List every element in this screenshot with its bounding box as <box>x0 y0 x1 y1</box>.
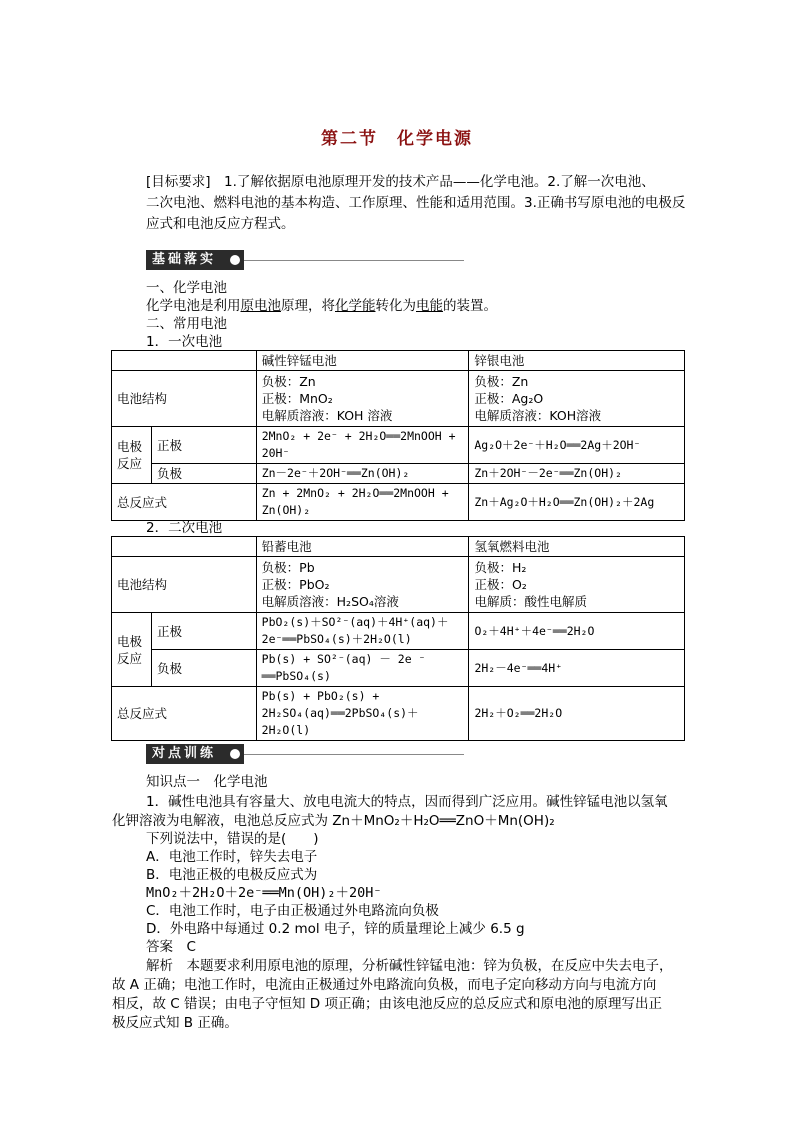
lead-acid-positive: 正极：PbO₂ <box>261 577 330 592</box>
total-line-2: 2H₂SO₄(aq)══2PbSO₄(s)＋2H₂O(l) <box>261 706 419 737</box>
rxn-line-1: PbO₂(s)＋SO²⁻(aq)＋4H⁺(aq)＋ <box>261 615 449 629</box>
primary-battery-table <box>111 350 685 521</box>
header-blank <box>112 537 257 557</box>
section-divider <box>244 754 464 755</box>
fuel-cell-positive-reaction: O₂＋4H⁺＋4e⁻══2H₂O <box>469 613 685 650</box>
goal-line-3: 应式和电池反应方程式。 <box>146 216 295 232</box>
electrode-label-2: 反应 <box>117 650 143 666</box>
answer: 答案 C <box>146 939 196 955</box>
row-label-positive: 正极 <box>151 613 256 650</box>
def-underline-2: 化学能 <box>335 298 376 314</box>
electrode-label-1: 电极 <box>117 633 143 649</box>
fuel-cell-electrolyte: 电解质：酸性电解质 <box>474 594 587 609</box>
analysis-line-4: 极反应式知 B 正确。 <box>112 1015 238 1031</box>
alkaline-negative-reaction: Zn－2e⁻＋2OH⁻══Zn(OH)₂ <box>256 464 469 484</box>
bullet-dot-icon <box>230 255 240 265</box>
alkaline-negative: 负极：Zn <box>261 374 316 389</box>
def-text-1: 化学电池是利用 <box>146 298 241 314</box>
col-header-alkaline: 碱性锌锰电池 <box>256 351 469 371</box>
zinc-silver-positive: 正极：Ag₂O <box>474 391 544 406</box>
page-title: 第二节 化学电源 <box>321 129 473 149</box>
lead-acid-electrolyte: 电解质溶液：H₂SO₄溶液 <box>261 594 399 609</box>
secondary-battery-table <box>111 536 685 741</box>
total-line-1: Pb(s) + PbO₂(s) + <box>261 689 380 703</box>
rxn-line-2: 2e⁻══PbSO₄(s)＋2H₂O(l) <box>261 632 412 646</box>
goal-line-2: 二次电池、燃料电池的基本构造、工作原理、性能和适用范围。3.正确书写原电池的电极反 <box>146 195 686 211</box>
zinc-silver-electrolyte: 电解质溶液：KOH溶液 <box>474 408 602 423</box>
option-d: D．外电路中每通过 0.2 mol 电子，锌的质量理论上减少 6.5 g <box>146 921 525 937</box>
header-blank <box>112 351 257 371</box>
rxn-line-2: ══PbSO₄(s) <box>261 669 331 683</box>
lead-acid-total-reaction <box>256 687 469 741</box>
option-a: A．电池工作时，锌失去电子 <box>146 849 318 865</box>
row-label-negative: 负极 <box>151 650 256 687</box>
def-text-3: 转化为 <box>375 298 416 314</box>
alkaline-structure <box>256 371 469 427</box>
question-line-3: 下列说法中，错误的是( ) <box>146 831 319 847</box>
rxn-line-2: 20H⁻ <box>261 446 290 460</box>
zinc-silver-negative: 负极：Zn <box>474 374 529 389</box>
goal-line-1: 1.了解依据原电池原理开发的技术产品——化学电池。2.了解一次电池、 <box>224 174 655 190</box>
question-line-2: 化钾溶液为电解液，电池总反应式为 Zn＋MnO₂＋H₂O══ZnO＋Mn(OH)₂ <box>112 813 555 829</box>
fuel-cell-total-reaction: 2H₂＋O₂══2H₂O <box>469 687 685 741</box>
bullet-dot-icon <box>230 749 240 759</box>
lead-acid-negative: 负极：Pb <box>261 560 315 575</box>
part1-definition <box>146 296 497 316</box>
secondary-battery-heading: 2．二次电池 <box>146 520 223 536</box>
def-underline-1: 原电池 <box>240 298 281 314</box>
lead-acid-positive-reaction <box>256 613 469 650</box>
analysis-line-3: 相反，故 C 错误；由电子守恒知 D 项正确；由该电池反应的总反应式和原电池的原理写出正 <box>112 996 662 1012</box>
row-label-total: 总反应式 <box>112 687 257 741</box>
primary-battery-heading: 1．一次电池 <box>146 334 223 350</box>
section-divider <box>244 260 464 261</box>
zinc-silver-structure <box>469 371 685 427</box>
question-line-1: 1．碱性电池具有容量大、放电电流大的特点，因而得到广泛应用。碱性锌锰电池以氢氧 <box>146 794 668 810</box>
row-label-negative: 负极 <box>151 464 256 484</box>
fuel-cell-negative-reaction: 2H₂－4e⁻══4H⁺ <box>469 650 685 687</box>
section-label: 对点训练 <box>146 744 244 764</box>
fuel-cell-positive: 正极：O₂ <box>474 577 527 592</box>
alkaline-positive-reaction <box>256 427 469 464</box>
alkaline-total-reaction <box>256 484 469 521</box>
part1-heading: 一、化学电池 <box>146 280 227 296</box>
electrode-label-2: 反应 <box>117 456 143 471</box>
def-text-2: 原理，将 <box>281 298 335 314</box>
option-b: B．电池正极的电极反应式为 <box>146 867 318 883</box>
option-c: C．电池工作时，电子由正极通过外电路流向负极 <box>146 903 439 919</box>
part2-heading: 二、常用电池 <box>146 316 227 332</box>
row-label-electrode <box>112 427 152 484</box>
analysis-line-1: 解析 本题要求利用原电池的原理，分析碱性锌锰电池：锌为负极，在反应中失去电子， <box>146 958 673 974</box>
option-b-equation: MnO₂＋2H₂O＋2e⁻══Mn(OH)₂＋20H⁻ <box>146 885 382 901</box>
row-label-structure: 电池结构 <box>112 371 257 427</box>
col-header-lead-acid: 铅蓄电池 <box>256 537 469 557</box>
col-header-fuel-cell: 氢氧燃料电池 <box>469 537 685 557</box>
rxn-line-1: Pb(s) + SO²⁻(aq) － 2e ⁻ <box>261 652 426 666</box>
row-label-positive: 正极 <box>151 427 256 464</box>
zinc-silver-total-reaction: Zn＋Ag₂O＋H₂O══Zn(OH)₂＋2Ag <box>469 484 685 521</box>
row-label-electrode <box>112 613 152 687</box>
lead-acid-structure <box>256 557 469 613</box>
total-line-2: Zn(OH)₂ <box>261 503 311 517</box>
zinc-silver-negative-reaction: Zn＋2OH⁻－2e⁻══Zn(OH)₂ <box>469 464 685 484</box>
analysis-line-2: 故 A 正确；电池工作时，电流由正极通过外电路流向负极，而电子定向移动方向与电流方向 <box>112 977 657 993</box>
section-label: 基础落实 <box>146 250 244 270</box>
col-header-zinc-silver: 锌银电池 <box>469 351 685 371</box>
def-text-4: 的装置。 <box>443 298 497 314</box>
alkaline-positive: 正极：MnO₂ <box>261 391 333 406</box>
alkaline-electrolyte: 电解质溶液：KOH 溶液 <box>261 408 393 423</box>
row-label-total: 总反应式 <box>112 484 257 521</box>
electrode-label-1: 电极 <box>117 439 143 454</box>
goal-label: [目标要求] <box>146 174 211 190</box>
fuel-cell-structure <box>469 557 685 613</box>
lead-acid-negative-reaction <box>256 650 469 687</box>
learning-goals <box>146 172 686 235</box>
zinc-silver-positive-reaction: Ag₂O＋2e⁻＋H₂O══2Ag＋2OH⁻ <box>469 427 685 464</box>
row-label-structure: 电池结构 <box>112 557 257 613</box>
def-underline-3: 电能 <box>416 298 443 314</box>
total-line-1: Zn + 2MnO₂ + 2H₂O══2MnOOH + <box>261 486 449 500</box>
fuel-cell-negative: 负极：H₂ <box>474 560 527 575</box>
knowledge-point: 知识点一 化学电池 <box>146 774 268 790</box>
rxn-line-1: 2MnO₂ + 2e⁻ + 2H₂O══2MnOOH + <box>261 429 456 443</box>
